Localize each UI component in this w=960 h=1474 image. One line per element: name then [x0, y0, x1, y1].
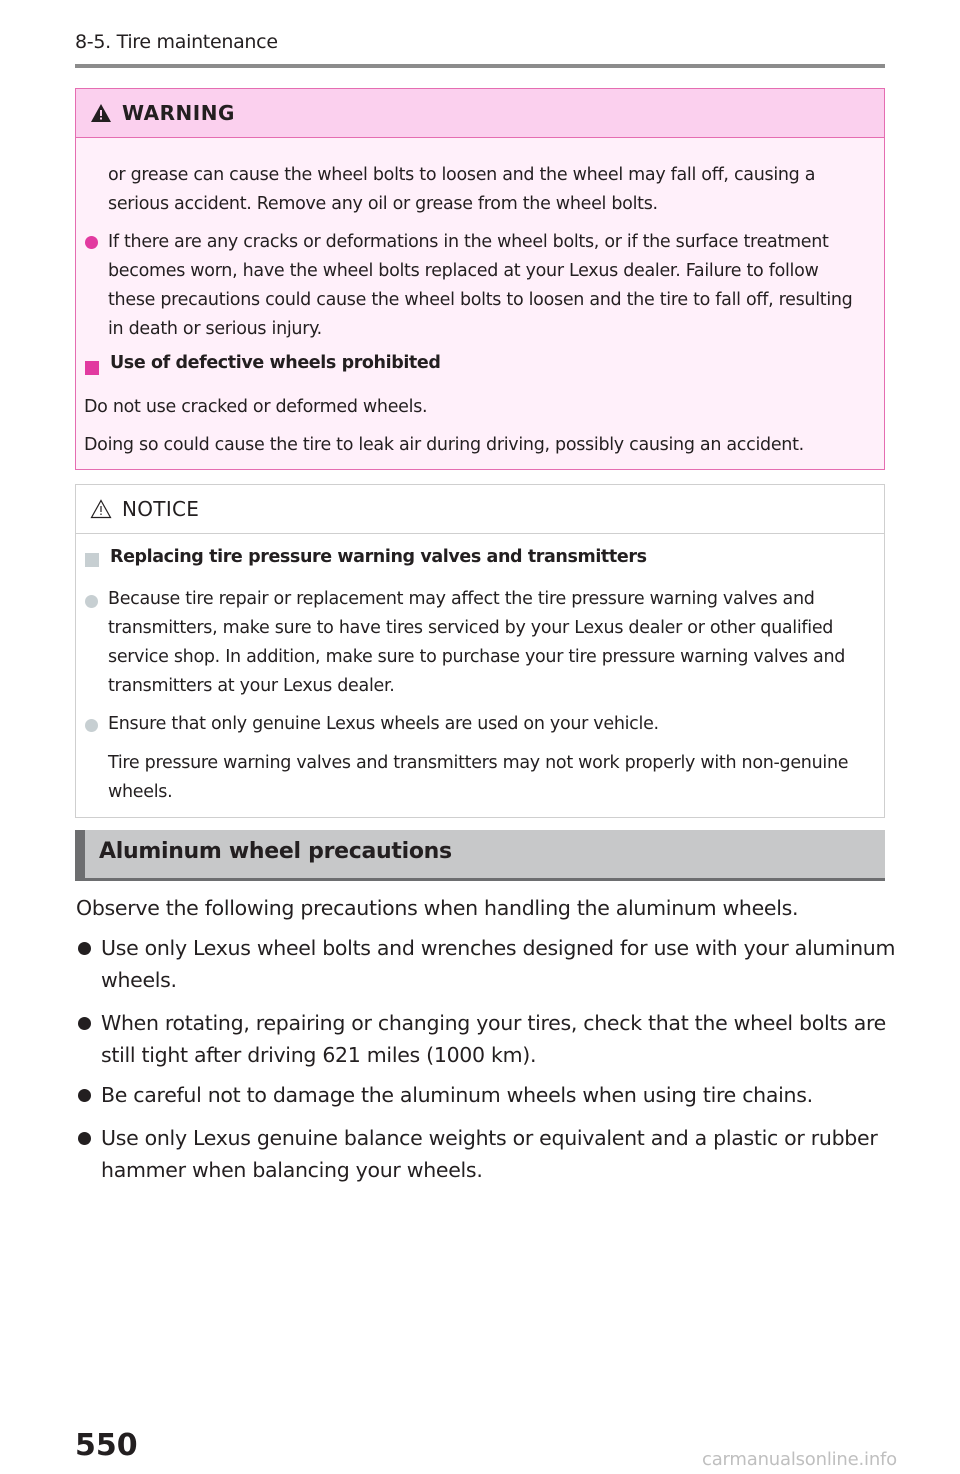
- section-bullet-dot-3: [78, 1089, 91, 1102]
- notice-label: NOTICE: [122, 497, 200, 521]
- watermark-link[interactable]: carmanualsonline.info: [702, 1449, 897, 1470]
- section-bullet-dot-2: [78, 1017, 91, 1030]
- warning-text-1: Do not use cracked or deformed wheels.: [84, 397, 428, 417]
- section-bullet-2: When rotating, repairing or changing your tires, check that the wheel bolts are still tight after driving 621 miles (1000 km).: [101, 1011, 886, 1067]
- notice-header: [76, 485, 884, 534]
- notice-bullet-dot-2: [85, 719, 98, 732]
- section-heading: [75, 830, 885, 881]
- warning-bullet-text: If there are any cracks or deformations in the wheel bolts, or if the surface treatment becomes worn, have the wheel bolts replaced at your Lexus dealer. Failure to follow these precautions could cause the wheel bolts to loosen and the tire to fall off, resulting in death or serious injury.: [108, 232, 853, 339]
- header-divider: [75, 64, 885, 68]
- notice-subheading-marker: [85, 553, 99, 567]
- section-heading-bar: [75, 830, 85, 878]
- warning-bullet-dot: [85, 236, 98, 249]
- section-heading-title: Aluminum wheel precautions: [99, 839, 452, 864]
- warning-subheading: Use of defective wheels prohibited: [110, 353, 441, 373]
- warning-text-2: Doing so could cause the tire to leak air during driving, possibly causing an accident.: [84, 435, 804, 455]
- notice-bullet-2-text: Ensure that only genuine Lexus wheels are used on your vehicle.: [108, 714, 659, 734]
- notice-bullet-1-text: Because tire repair or replacement may affect the tire pressure warning valves and transmitters, make sure to have tires serviced by your Lexus dealer or other qualified service shop. In addition, make sure to purchase your tire pressure warning valves and transmitters at your Lexus dealer.: [108, 589, 846, 696]
- section-header-title: 8-5. Tire maintenance: [75, 31, 278, 53]
- section-intro: Observe the following precautions when handling the aluminum wheels.: [76, 896, 799, 920]
- section-bullet-3: Be careful not to damage the aluminum wheels when using tire chains.: [101, 1083, 813, 1107]
- section-bullet-4: Use only Lexus genuine balance weights or equivalent and a plastic or rubber hammer when balancing your wheels.: [101, 1126, 878, 1182]
- notice-bullet-dot-1: [85, 595, 98, 608]
- section-bullet-1: Use only Lexus wheel bolts and wrenches designed for use with your aluminum wheels.: [101, 936, 896, 992]
- warning-subheading-marker: [85, 361, 99, 375]
- notice-bullet-2-detail: Tire pressure warning valves and transmitters may not work properly with non-genuine wheels.: [108, 753, 849, 802]
- warning-label: WARNING: [122, 101, 235, 125]
- warning-box: [75, 88, 885, 470]
- warning-triangle-icon: [90, 103, 112, 123]
- warning-header: [76, 89, 884, 138]
- notice-subheading: Replacing tire pressure warning valves and transmitters: [110, 547, 647, 567]
- page-number: 550: [75, 1428, 138, 1463]
- section-bullet-dot-4: [78, 1132, 91, 1145]
- notice-box: [75, 484, 885, 818]
- section-bullet-dot-1: [78, 942, 91, 955]
- caution-triangle-icon: [90, 499, 112, 519]
- warning-continuation: or grease can cause the wheel bolts to loosen and the wheel may fall off, causing a serious accident. Remove any oil or grease from the wheel bolts.: [108, 165, 816, 214]
